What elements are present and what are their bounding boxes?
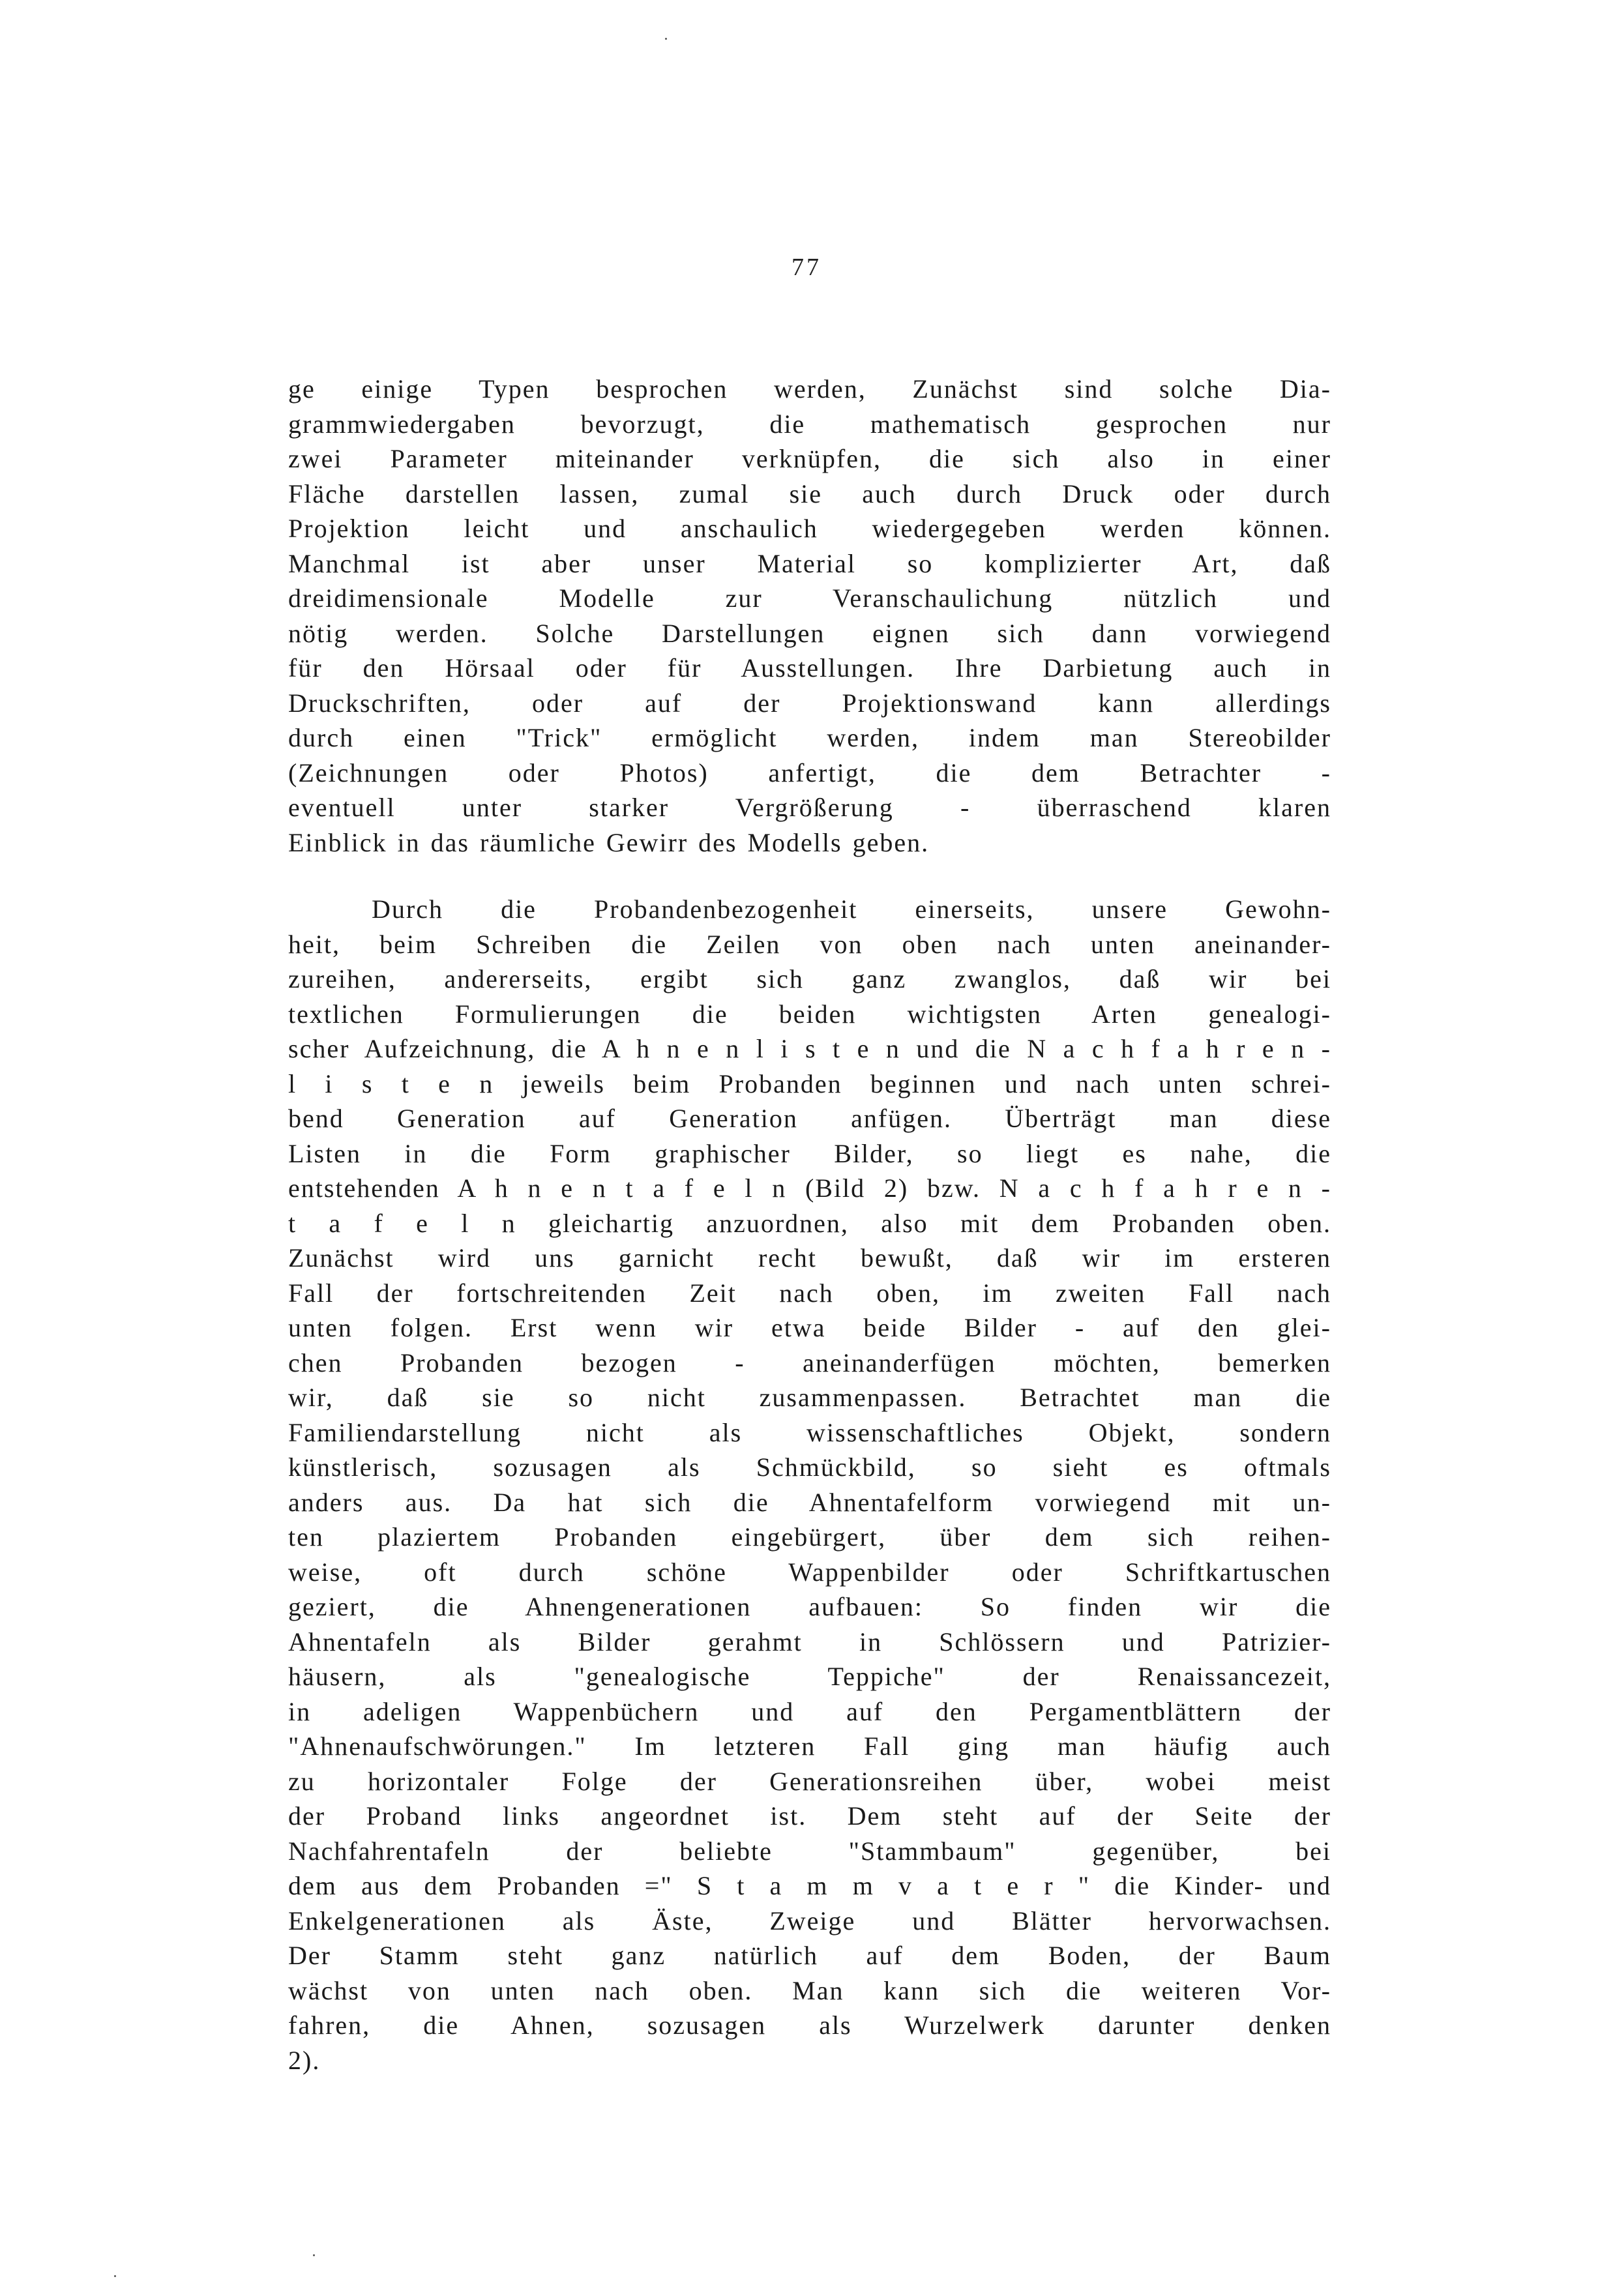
text-line: dreidimensionale Modelle zur Veranschaulichung nützlich und <box>288 583 1331 613</box>
text-line: Fall der fortschreitenden Zeit nach oben, im zweiten Fall nach <box>288 1278 1331 1308</box>
text-line: zu horizontaler Folge der Generationsreihen über, wobei meist <box>288 1766 1331 1796</box>
text-line: entstehenden A h n e n t a f e l n (Bild 2) bzw. N a c h f a h r e n - <box>288 1173 1331 1203</box>
text-line: durch einen "Trick" ermöglicht werden, indem man Stereobilder <box>288 723 1331 752</box>
text-line: Fläche darstellen lassen, zumal sie auch durch Druck oder durch <box>288 478 1331 508</box>
text-line: ge einige Typen besprochen werden, Zunächst sind solche Dia- <box>288 374 1331 404</box>
text-line: grammwiedergaben bevorzugt, die mathematisch gesprochen nur <box>288 409 1331 439</box>
text-line: Ahnentafeln als Bilder gerahmt in Schlössern und Patrizier- <box>288 1626 1331 1656</box>
text-line: eventuell unter starker Vergrößerung - überraschend klaren <box>288 793 1331 822</box>
text-line: Projektion leicht und anschaulich wiedergegeben werden können. <box>288 514 1331 543</box>
text-line: "Ahnenaufschwörungen." Im letzteren Fall ging man häufig auch <box>288 1731 1331 1761</box>
text-line: Enkelgenerationen als Äste, Zweige und Blätter hervorwachsen. <box>288 1906 1331 1935</box>
text-line: häusern, als "genealogische Teppiche" der Renaissancezeit, <box>288 1662 1331 1691</box>
text-line: zwei Parameter miteinander verknüpfen, die sich also in einer <box>288 444 1331 473</box>
paragraph-1 <box>288 372 1331 860</box>
text-line: anders aus. Da hat sich die Ahnentafelform vorwiegend mit un- <box>288 1487 1331 1517</box>
scan-speck <box>313 2254 315 2256</box>
text-line: t a f e l n gleichartig anzuordnen, also mit dem Probanden oben. <box>288 1208 1331 1238</box>
text-line: geziert, die Ahnengenerationen aufbauen: So finden wir die <box>288 1592 1331 1621</box>
text-line: weise, oft durch schöne Wappenbilder oder Schriftkartuschen <box>288 1557 1331 1587</box>
text-line: fahren, die Ahnen, sozusagen als Wurzelwerk darunter denken <box>288 2010 1331 2040</box>
paragraph-2 <box>288 892 1331 2078</box>
text-line: scher Aufzeichnung, die A h n e n l i s t e n und die N a c h f a h r e n - <box>288 1034 1331 1063</box>
text-line: Listen in die Form graphischer Bilder, so liegt es nahe, die <box>288 1138 1331 1168</box>
scan-speck <box>665 38 667 40</box>
text-line: textlichen Formulierungen die beiden wichtigsten Arten genealogi- <box>288 999 1331 1029</box>
text-line: Manchmal ist aber unser Material so komplizierter Art, daß <box>288 548 1331 578</box>
text-line: der Proband links angeordnet ist. Dem steht auf der Seite der <box>288 1801 1331 1831</box>
text-line: 2). <box>288 2045 321 2075</box>
text-line: Druckschriften, oder auf der Projektionswand kann allerdings <box>288 688 1331 718</box>
text-line: Zunächst wird uns garnicht recht bewußt, daß wir im ersteren <box>288 1243 1331 1273</box>
text-line: nötig werden. Solche Darstellungen eignen sich dann vorwiegend <box>288 618 1331 648</box>
text-line: für den Hörsaal oder für Ausstellungen. Ihre Darbietung auch in <box>288 653 1331 683</box>
text-line: l i s t e n jeweils beim Probanden beginnen und nach unten schrei- <box>288 1068 1331 1098</box>
text-line: bend Generation auf Generation anfügen. Überträgt man diese <box>288 1104 1331 1133</box>
text-line: unten folgen. Erst wenn wir etwa beide Bilder - auf den glei- <box>288 1313 1331 1342</box>
text-line: Durch die Probandenbezogenheit einerseits, unsere Gewohn- <box>372 894 1331 924</box>
text-line: wächst von unten nach oben. Man kann sich die weiteren Vor- <box>288 1975 1331 2005</box>
text-line: dem aus dem Probanden =" S t a m m v a t e r " die Kinder- und <box>288 1871 1331 1900</box>
text-line: künstlerisch, sozusagen als Schmückbild, so sieht es oftmals <box>288 1452 1331 1482</box>
text-line: Familiendarstellung nicht als wissenschaftliches Objekt, sondern <box>288 1417 1331 1447</box>
text-line: Der Stamm steht ganz natürlich auf dem Boden, der Baum <box>288 1941 1331 1970</box>
text-line: in adeligen Wappenbüchern und auf den Pergamentblättern der <box>288 1696 1331 1726</box>
text-line: chen Probanden bezogen - aneinanderfügen möchten, bemerken <box>288 1347 1331 1377</box>
text-line: heit, beim Schreiben die Zeilen von oben nach unten aneinander- <box>288 929 1331 959</box>
text-line: Nachfahrentafeln der beliebte "Stammbaum" gegenüber, bei <box>288 1836 1331 1866</box>
text-line: wir, daß sie so nicht zusammenpassen. Betrachtet man die <box>288 1383 1331 1412</box>
text-line: Einblick in das räumliche Gewirr des Modells geben. <box>288 827 930 857</box>
scan-speck <box>114 2275 116 2277</box>
page-number: 77 <box>792 254 821 281</box>
text-line: zureihen, andererseits, ergibt sich ganz zwanglos, daß wir bei <box>288 964 1331 993</box>
text-line: ten plaziertem Probanden eingebürgert, über dem sich reihen- <box>288 1522 1331 1552</box>
text-line: (Zeichnungen oder Photos) anfertigt, die dem Betrachter - <box>288 758 1331 787</box>
